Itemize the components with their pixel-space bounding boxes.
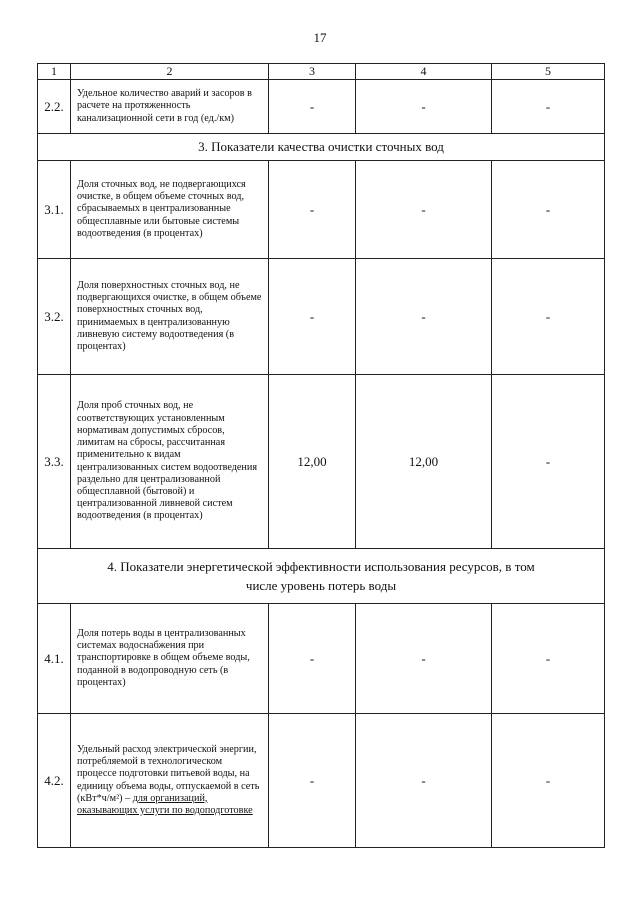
table-row-4-1	[38, 604, 605, 714]
value-col5: -	[492, 714, 605, 848]
row-number: 4.2.	[38, 714, 71, 848]
value-col4: -	[356, 80, 492, 134]
indicator-description: Доля сточных вод, не подвергающихся очистке, в общем объеме сточных вод, сбрасываемых в централизованные общесплавные или бытовые системы водоотведения (в процентах)	[71, 161, 269, 259]
row-number: 3.2.	[38, 259, 71, 375]
value-col4: -	[356, 259, 492, 375]
header-cell-4: 4	[356, 64, 492, 80]
value-col3: -	[269, 714, 356, 848]
section-4-heading-row	[38, 549, 605, 604]
section-4-title-line1: 4. Показатели энергетической эффективности использования ресурсов, в том	[107, 559, 535, 574]
section-3-title: 3. Показатели качества очистки сточных вод	[38, 134, 605, 161]
value-col4: -	[356, 714, 492, 848]
value-col3: 12,00	[269, 375, 356, 549]
table-row-3-1	[38, 161, 605, 259]
indicator-description: Доля потерь воды в централизованных системах водоснабжения при транспортировке в общем объеме воды, поданной в водопроводную сеть (в процентах)	[71, 604, 269, 714]
value-col5: -	[492, 375, 605, 549]
section-4-title-line2: числе уровень потерь воды	[245, 578, 397, 593]
value-col5: -	[492, 161, 605, 259]
indicator-description-text: Удельный расход электрической энергии, потребляемой в технологическом процессе подготовки питьевой воды, на единицу объема воды, отпускаемой в сеть (кВт*ч/м²) –	[77, 743, 260, 804]
page-number: 17	[313, 30, 327, 45]
value-col5: -	[492, 80, 605, 134]
value-col4: 12,00	[356, 375, 492, 549]
row-number: 3.3.	[38, 375, 71, 549]
table-row-4-2	[38, 714, 605, 848]
value-col5: -	[492, 604, 605, 714]
value-col3: -	[269, 604, 356, 714]
indicator-description: Удельное количество аварий и засоров в расчете на протяженность канализационной сети в год (ед./км)	[71, 80, 269, 134]
table-row-3-3	[38, 375, 605, 549]
header-row	[38, 64, 605, 80]
header-cell-3: 3	[269, 64, 356, 80]
value-col3: -	[269, 161, 356, 259]
section-3-heading-row	[38, 134, 605, 161]
row-number: 2.2.	[38, 80, 71, 134]
indicator-description: Доля поверхностных сточных вод, не подвергающихся очистке, в общем объеме поверхностных сточных вод, принимаемых в централизованную ливневую систему водоотведения (в процентах)	[71, 259, 269, 375]
header-cell-1: 1	[38, 64, 71, 80]
value-col5: -	[492, 259, 605, 375]
value-col4: -	[356, 604, 492, 714]
table-row-3-2	[38, 259, 605, 375]
indicators-table	[37, 63, 605, 848]
indicator-description-underlined: для организаций, оказывающих услуги по водоподготовке	[77, 792, 253, 816]
header-cell-5: 5	[492, 64, 605, 80]
value-col3: -	[269, 80, 356, 134]
header-cell-2: 2	[71, 64, 269, 80]
indicator-description: Доля проб сточных вод, не соответствующих установленным нормативам допустимых сбросов, лимитам на сбросы, рассчитанная применительно к видам централизованных систем водоотведения раздельно для централизованной общесплавной (бытовой) и централизованной ливневой систем водоотведения (в процентах)	[71, 375, 269, 549]
row-number: 3.1.	[38, 161, 71, 259]
row-number: 4.1.	[38, 604, 71, 714]
indicator-description	[71, 714, 269, 848]
value-col3: -	[269, 259, 356, 375]
table-row-2-2	[38, 80, 605, 134]
value-col4: -	[356, 161, 492, 259]
section-4-title	[38, 549, 605, 604]
